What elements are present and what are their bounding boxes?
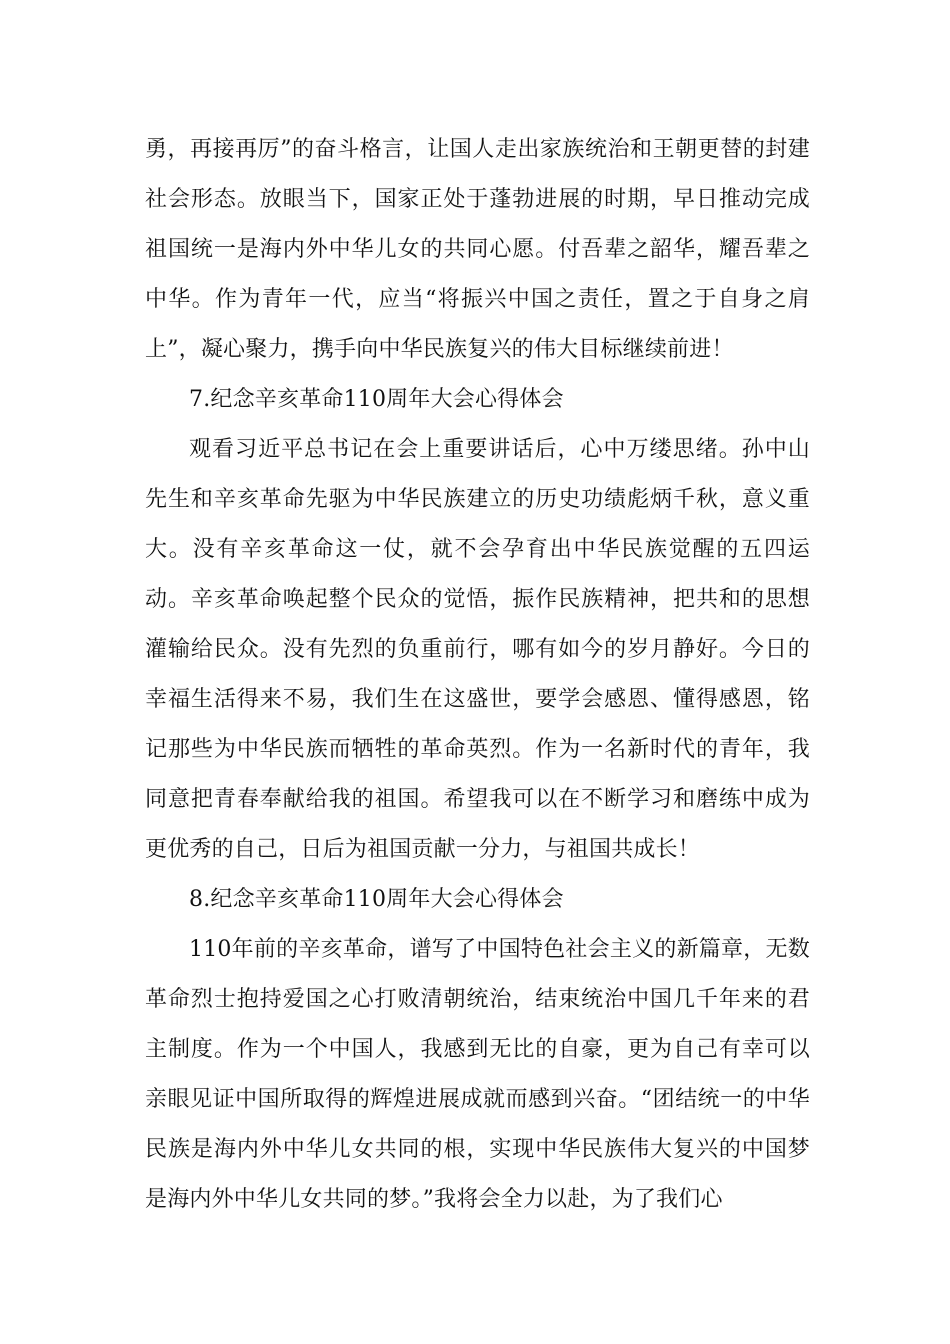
- section-body-8: 110年前的辛亥革命，谱写了中国特色社会主义的新篇章，无数革命烈士抱持爱国之心打败清朝统治，结束统治中国几千年来的君主制度。作为一个中国人，我感到无比的自豪，更为自己有幸可以亲眼见证中国所取得的辉煌进展成就而感到兴奋。“团结统一的中华民族是海内外中华儿女共同的根，实现中华民族伟大复兴的中国梦是海内外中华儿女共同的梦。”我将会全力以赴，为了我们心: [145, 937, 810, 1212]
- section-body-7: 观看习近平总书记在会上重要讲话后，心中万缕思绪。孙中山先生和辛亥革命先驱为中华民族建立的历史功绩彪炳千秋，意义重大。没有辛亥革命这一仗，就不会孕育出中华民族觉醒的五四运动。辛亥革命唤起整个民众的觉悟，振作民族精神，把共和的思想灌输给民众。没有先烈的负重前行，哪有如今的岁月静好。今日的幸福生活得来不易，我们生在这盛世，要学会感恩、懂得感恩，铭记那些为中华民族而牺牲的革命英烈。作为一名新时代的青年，我同意把青春奉献给我的祖国。希望我可以在不断学习和磨练中成为更优秀的自己，日后为祖国贡献一分力，与祖国共成长！: [145, 437, 810, 862]
- section-heading-7: 7.纪念辛亥革命110周年大会心得体会: [189, 387, 564, 412]
- document-body: [145, 125, 810, 1225]
- section-heading-8: 8.纪念辛亥革命110周年大会心得体会: [189, 887, 564, 912]
- continued-paragraph: 勇，再接再厉”的奋斗格言，让国人走出家族统治和王朝更替的封建社会形态。放眼当下，国家正处于蓬勃进展的时期，早日推动完成祖国统一是海内外中华儿女的共同心愿。付吾辈之韶华，耀吾辈之中华。作为青年一代，应当“将振兴中国之责任，置之于自身之肩上”，凝心聚力，携手向中华民族复兴的伟大目标继续前进！: [145, 137, 810, 362]
